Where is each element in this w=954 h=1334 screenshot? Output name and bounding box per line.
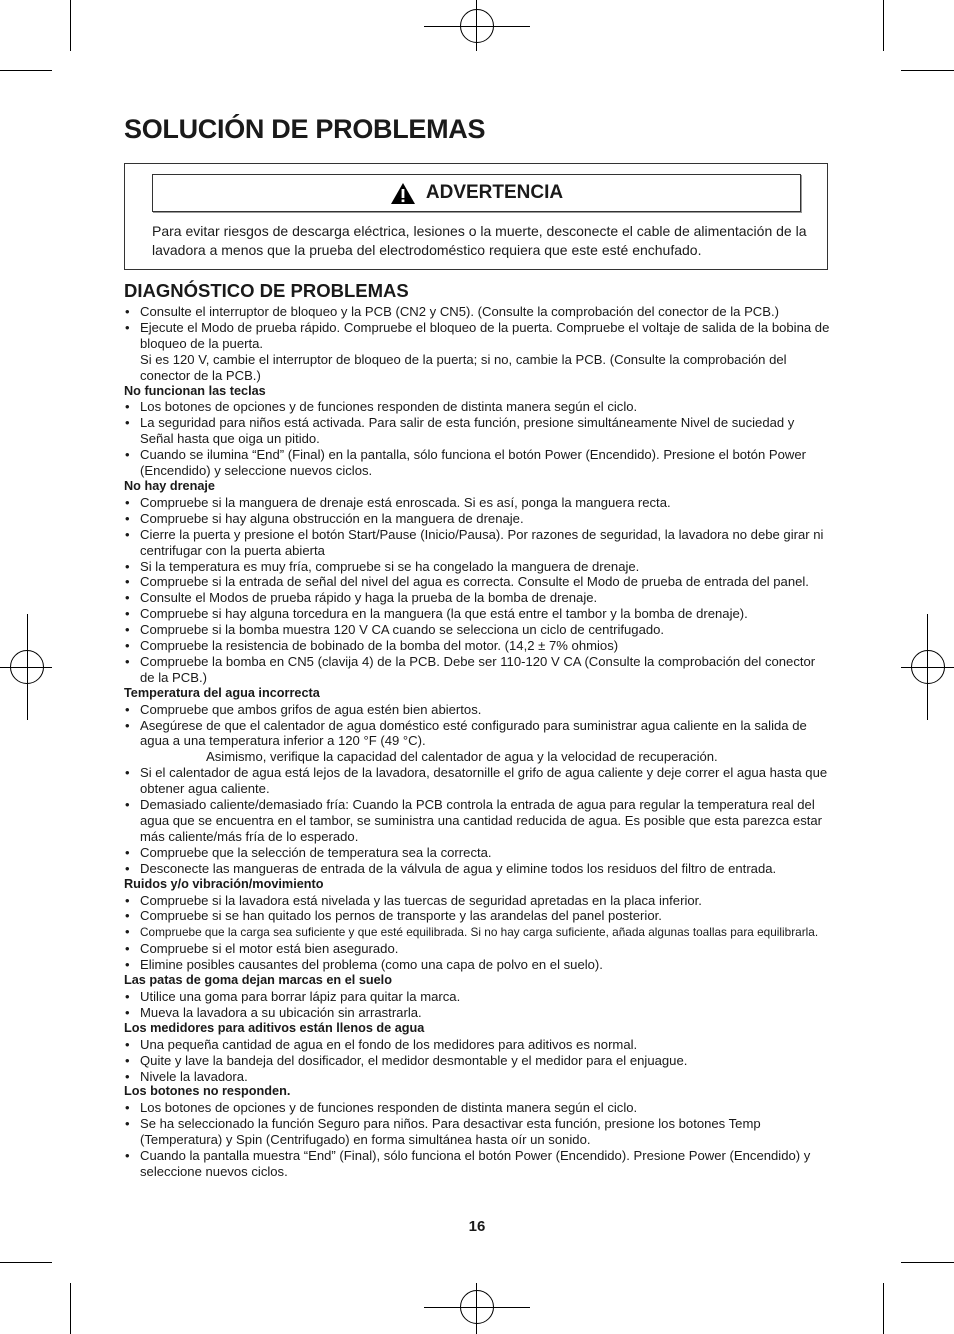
list-item: • Asegúrese de que el calentador de agua doméstico esté configurado para suministrar agua caliente en la salida de agua a una temperatura inferior a 120 °F (49 °C). Asimismo, verifique la capacidad del calentador de agua y la velocidad de recuperación. bbox=[124, 718, 830, 766]
warning-header bbox=[152, 174, 801, 212]
crop-mark bbox=[70, 0, 71, 51]
list-item: • Compruebe que ambos grifos de agua estén bien abiertos. bbox=[124, 702, 830, 718]
crop-mark bbox=[901, 1262, 954, 1263]
list-item: • Una pequeña cantidad de agua en el fondo de los medidores para aditivos es normal. bbox=[124, 1037, 830, 1053]
list-item: • Quite y lave la bandeja del dosificador, el medidor desmontable y el medidor para el enjuague. bbox=[124, 1053, 830, 1069]
crop-mark bbox=[883, 1283, 884, 1334]
list-item: • Los botones de opciones y de funciones responden de distinta manera según el ciclo. bbox=[124, 1100, 830, 1116]
list-item: • Consulte el Modos de prueba rápido y haga la prueba de la bomba de drenaje. bbox=[124, 590, 830, 606]
list-item: • Si la temperatura es muy fría, compruebe si se ha congelado la manguera de drenaje. bbox=[124, 559, 830, 575]
group-heading: Las patas de goma dejan marcas en el suelo bbox=[124, 973, 392, 988]
warning-triangle-icon bbox=[390, 182, 416, 205]
intro-list bbox=[124, 304, 830, 384]
section-title: DIAGNÓSTICO DE PROBLEMAS bbox=[124, 280, 409, 301]
list-item: • Consulte el interruptor de bloqueo y la PCB (CN2 y CN5). (Consulte la comprobación del conector de la PCB.) bbox=[124, 304, 830, 320]
list-item: • Compruebe la bomba en CN5 (clavija 4) de la PCB. Debe ser 110-120 V CA (Consulte la comprobación del conector de la PCB.) bbox=[124, 654, 830, 686]
list-item: • Demasiado caliente/demasiado fría: Cuando la PCB controla la entrada de agua para regular la temperatura real del agua que se encuentra en el tambor, se suministra una cantidad reducida de agua. Es posible que esta parezca estar más caliente/más fría de lo esperado. bbox=[124, 797, 830, 845]
group-heading: No funcionan las teclas bbox=[124, 383, 266, 398]
list-item: • Nivele la lavadora. bbox=[124, 1069, 830, 1085]
warning-box bbox=[124, 163, 828, 270]
group-heading: Los medidores para aditivos están llenos de agua bbox=[124, 1020, 425, 1035]
list-item-continuation: Si es 120 V, cambie el interruptor de bloqueo de la puerta; si no, cambie la PCB. (Consulte la comprobación del conector de la PCB.) bbox=[140, 351, 787, 383]
group-heading: Temperatura del agua incorrecta bbox=[124, 685, 320, 700]
crop-mark bbox=[70, 1283, 71, 1334]
warning-text: Para evitar riesgos de descarga eléctrica, lesiones o la muerte, desconecte el cable de alimentación de la lavadora a menos que la prueba del electrodoméstico requiera que este esté enchufado. bbox=[152, 223, 807, 258]
list-item: • Compruebe si hay alguna obstrucción en la manguera de drenaje. bbox=[124, 511, 830, 527]
group-heading: Ruidos y/o vibración/movimiento bbox=[124, 876, 324, 891]
crop-mark bbox=[883, 0, 884, 51]
list-item: • Utilice una goma para borrar lápiz para quitar la marca. bbox=[124, 989, 830, 1005]
list-item: • Mueva la lavadora a su ubicación sin arrastrarla. bbox=[124, 1005, 830, 1021]
list-item: • Compruebe si la lavadora está nivelada y las tuercas de seguridad apretadas en la placa inferior. bbox=[124, 893, 830, 909]
crop-mark bbox=[0, 70, 52, 71]
group-list bbox=[124, 1100, 830, 1180]
diagnostics-content bbox=[124, 304, 830, 1180]
list-item-indent: Asimismo, verifique la capacidad del calentador de agua y la velocidad de recuperación. bbox=[206, 749, 718, 765]
list-item: • Compruebe si la bomba muestra 120 V CA cuando se selecciona un ciclo de centrifugado. bbox=[124, 622, 830, 638]
list-item: • Compruebe que la selección de temperatura sea la correcta. bbox=[124, 845, 830, 861]
page-title: SOLUCIÓN DE PROBLEMAS bbox=[124, 114, 486, 144]
group-list bbox=[124, 399, 830, 479]
list-item: • Compruebe que la carga sea suficiente y que esté equilibrada. Si no hay carga suficiente, añada algunas toallas para equilibrarla. bbox=[124, 924, 830, 941]
list-item: • Compruebe la resistencia de bobinado de la bomba del motor. (14,2 ± 7% ohmios) bbox=[124, 638, 830, 654]
list-item: • Compruebe si la manguera de drenaje está enroscada. Si es así, ponga la manguera recta. bbox=[124, 495, 830, 511]
group-list bbox=[124, 1037, 830, 1085]
group-heading: Los botones no responden. bbox=[124, 1084, 291, 1099]
list-item: • Se ha seleccionado la función Seguro para niños. Para desactivar esta función, presione los botones Temp (Temperatura) y Spin (Centrifugado) en forma simultánea hasta oír un sonido. bbox=[124, 1116, 830, 1148]
group-list bbox=[124, 893, 830, 974]
list-item: • Compruebe si se han quitado los pernos de transporte y las arandelas del panel posterior. bbox=[124, 908, 830, 924]
list-item: • Elimine posibles causantes del problema (como una capa de polvo en el suelo). bbox=[124, 957, 830, 973]
list-item: • La seguridad para niños está activada. Para salir de esta función, presione simultáneamente Nivel de suciedad y Señal hasta que oiga un pitido. bbox=[124, 415, 830, 447]
list-item: • Cuando la pantalla muestra “End” (Final), sólo funciona el botón Power (Encendido). Presione Power (Encendido) y seleccione nuevos ciclos. bbox=[124, 1148, 830, 1180]
list-item: • Desconecte las mangueras de entrada de la válvula de agua y elimine todos los residuos del filtro de entrada. bbox=[124, 861, 830, 877]
group-list bbox=[124, 989, 830, 1021]
list-item: • Si el calentador de agua está lejos de la lavadora, desatornille el grifo de agua caliente y deje correr el agua hasta que obtener agua caliente. bbox=[124, 765, 830, 797]
list-item: • Los botones de opciones y de funciones responden de distinta manera según el ciclo. bbox=[124, 399, 830, 415]
page-number: 16 bbox=[468, 1218, 486, 1235]
list-item: • Cierre la puerta y presione el botón Start/Pause (Inicio/Pausa). Por razones de seguridad, la lavadora no debe girar ni centrifugar con la puerta abierta bbox=[124, 527, 830, 559]
crop-mark bbox=[901, 70, 954, 71]
list-item: • Cuando se ilumina “End” (Final) en la pantalla, sólo funciona el botón Power (Encendido). Presione el botón Power (Encendido) y seleccione nuevos ciclos. bbox=[124, 447, 830, 479]
warning-label: ADVERTENCIA bbox=[425, 182, 564, 203]
list-item: • Compruebe si la entrada de señal del nivel del agua es correcta. Consulte el Modo de prueba de entrada del panel. bbox=[124, 574, 830, 590]
list-item: • Compruebe si hay alguna torcedura en la manguera (la que está entre el tambor y la bomba de drenaje). bbox=[124, 606, 830, 622]
list-item: • Compruebe si el motor está bien asegurado. bbox=[124, 941, 830, 957]
crop-mark bbox=[0, 1262, 52, 1263]
group-list bbox=[124, 702, 830, 877]
group-heading: No hay drenaje bbox=[124, 478, 215, 493]
list-item: • Ejecute el Modo de prueba rápido. Compruebe el bloqueo de la puerta. Compruebe el voltaje de salida de la bobina de bloqueo de la puerta. Si es 120 V, cambie el interruptor de bloqueo de la puerta; si no, cambie la PCB. (Consulte la comprobación del conector de la PCB.) bbox=[124, 320, 830, 384]
group-list bbox=[124, 495, 830, 686]
